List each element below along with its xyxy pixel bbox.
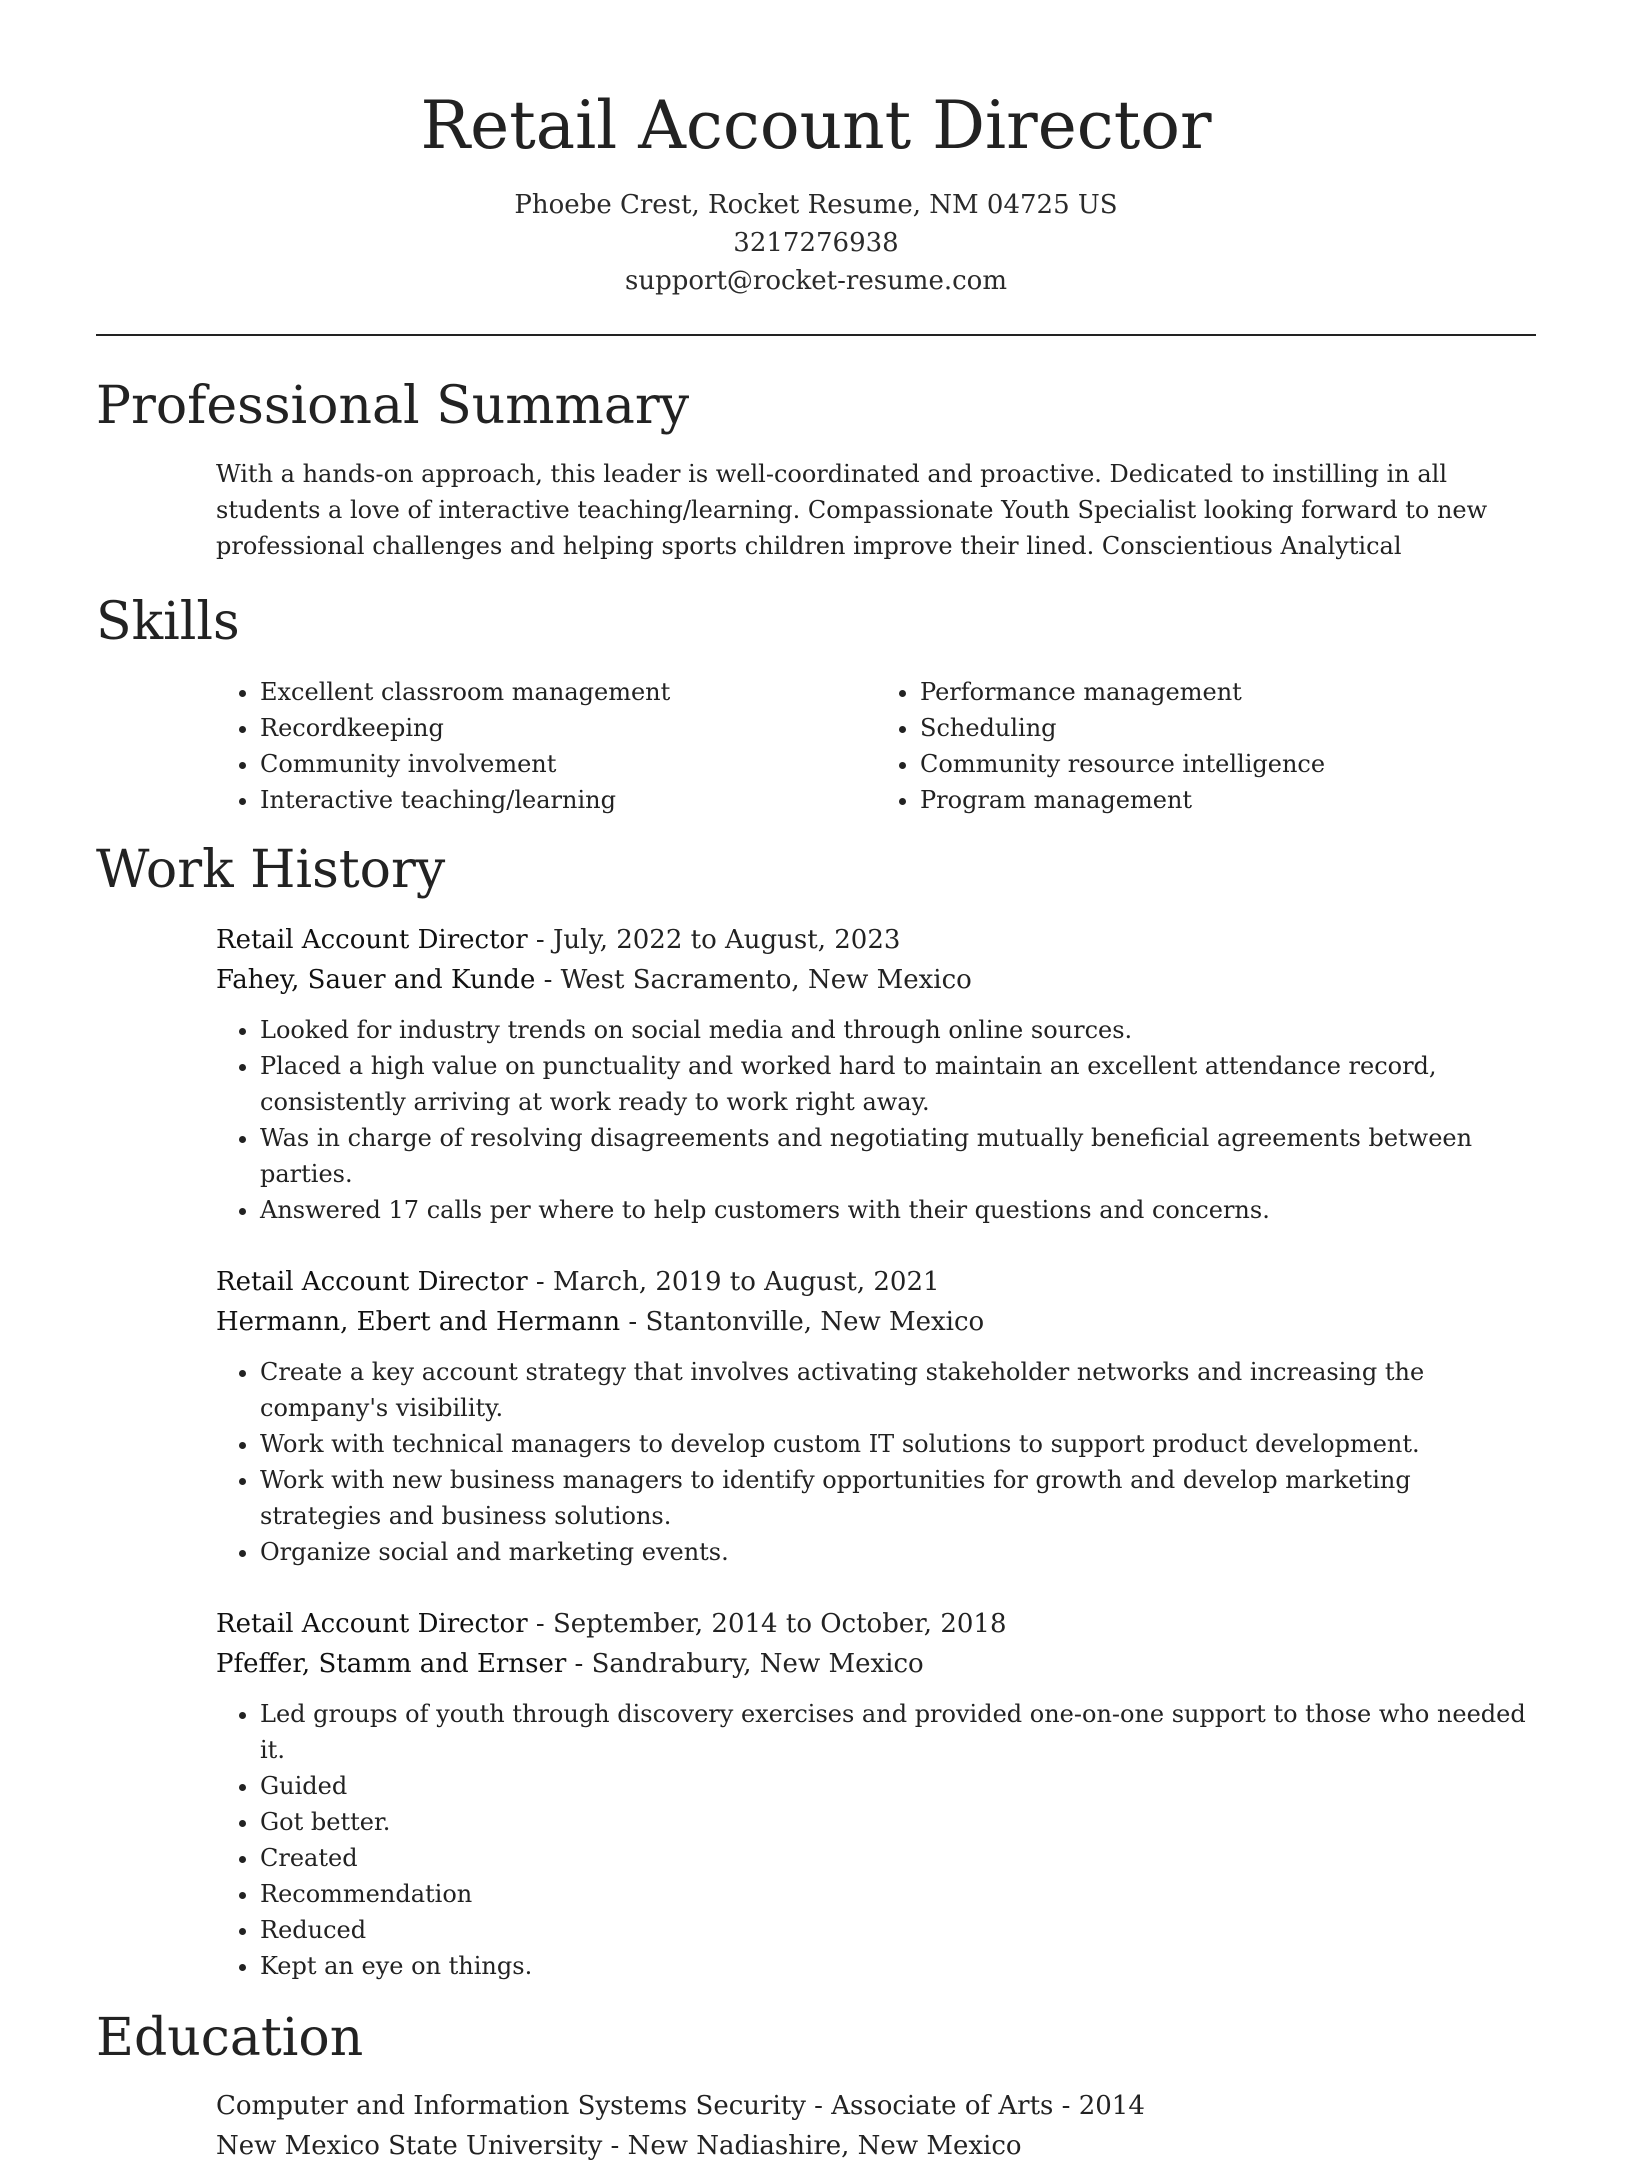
job-bullet: • Work with technical managers to develop custom IT solutions to support product development.	[260, 1426, 1536, 1462]
job-bullet: • Work with new business managers to identify opportunities for growth and develop marketing strategies and business solutions.	[260, 1462, 1536, 1534]
education-degree-line	[216, 2086, 1536, 2126]
skill-item: • Community resource intelligence	[920, 746, 1536, 782]
separator: -	[535, 965, 561, 995]
job-bullet: • Guided	[260, 1768, 1536, 1804]
job-location: West Sacramento, New Mexico	[560, 965, 972, 995]
skills-section	[96, 590, 1536, 818]
separator: -	[1053, 2091, 1079, 2121]
skill-item: • Interactive teaching/learning	[260, 782, 876, 818]
skill-item: • Program management	[920, 782, 1536, 818]
job-bullet: • Led groups of youth through discovery exercises and provided one-on-one support to those who needed it.	[260, 1696, 1536, 1768]
job-bullets	[216, 1354, 1536, 1570]
job-bullet: • Reduced	[260, 1912, 1536, 1948]
professional-summary-section	[96, 374, 1536, 564]
job-bullet: • Organize social and marketing events.	[260, 1534, 1536, 1570]
job-company: Pfeffer, Stamm and Ernser	[216, 1649, 567, 1679]
skill-item: • Scheduling	[920, 710, 1536, 746]
resume-header	[96, 0, 1536, 300]
job-bullet: • Kept an eye on things.	[260, 1948, 1536, 1984]
job-bullets	[216, 1012, 1536, 1228]
job-entry	[96, 1604, 1536, 1984]
job-company-line	[216, 1302, 1536, 1342]
job-entry	[96, 1262, 1536, 1570]
job-bullet: • Recommendation	[260, 1876, 1536, 1912]
job-location: Stantonville, New Mexico	[645, 1307, 985, 1337]
address: Phoebe Crest, Rocket Resume, NM 04725 US	[514, 190, 1118, 220]
contact-info	[96, 186, 1536, 300]
candidate-name: Retail Account Director	[420, 87, 1212, 164]
job-position: Retail Account Director	[216, 1267, 528, 1297]
job-location: Sandrabury, New Mexico	[591, 1649, 924, 1679]
education-field: Computer and Information Systems Security	[216, 2091, 806, 2121]
skill-item: • Community involvement	[260, 746, 876, 782]
skill-item: • Performance management	[920, 674, 1536, 710]
job-position: Retail Account Director	[216, 1609, 528, 1639]
skills-grid	[96, 674, 1536, 818]
job-bullet: • Was in charge of resolving disagreements and negotiating mutually beneficial agreements between parties.	[260, 1120, 1536, 1192]
skill-item: • Excellent classroom management	[260, 674, 876, 710]
separator: -	[527, 1609, 553, 1639]
education-degree: Associate of Arts	[831, 2091, 1054, 2121]
section-title-summary: Professional Summary	[96, 376, 690, 436]
job-title-line	[216, 1262, 1536, 1302]
job-title-line	[216, 920, 1536, 960]
job-bullet: • Create a key account strategy that involves activating stakeholder networks and increasing the company's visibility.	[260, 1354, 1536, 1426]
job-bullet: • Created	[260, 1840, 1536, 1876]
job-bullet: • Looked for industry trends on social media and through online sources.	[260, 1012, 1536, 1048]
skills-list-right	[876, 674, 1536, 818]
separator: -	[527, 925, 553, 955]
job-company: Fahey, Sauer and Kunde	[216, 965, 536, 995]
job-entry	[96, 920, 1536, 1228]
job-bullet: • Answered 17 calls per where to help customers with their questions and concerns.	[260, 1192, 1536, 1228]
education-school-line: New Mexico State University - New Nadiashire, New Mexico	[216, 2131, 1022, 2161]
section-title-skills: Skills	[96, 592, 240, 652]
education-entry	[96, 2086, 1536, 2166]
section-title-education: Education	[96, 2008, 364, 2068]
job-position: Retail Account Director	[216, 925, 528, 955]
job-bullet: • Got better.	[260, 1804, 1536, 1840]
separator: -	[805, 2091, 832, 2121]
job-dates: March, 2019 to August, 2021	[552, 1267, 940, 1297]
job-dates: September, 2014 to October, 2018	[552, 1609, 1007, 1639]
skill-item: • Recordkeeping	[260, 710, 876, 746]
phone-number: 3217276938	[733, 228, 899, 258]
job-company-line	[216, 1644, 1536, 1684]
work-history-section	[96, 838, 1536, 1984]
summary-text: With a hands-on approach, this leader is well-coordinated and proactive. Dedicated to instilling in all students a love of interactive teaching/learning. Compassionate Youth Specialist looking forward to new professional challenges and helping sports children improve their lined. Conscientious Analytical	[216, 460, 1488, 560]
section-title-work-history: Work History	[96, 840, 446, 900]
job-company: Hermann, Ebert and Hermann	[216, 1307, 621, 1337]
education-year: 2014	[1078, 2091, 1145, 2121]
header-divider	[96, 334, 1536, 336]
job-company-line	[216, 960, 1536, 1000]
job-dates: July, 2022 to August, 2023	[552, 925, 901, 955]
separator: -	[566, 1649, 592, 1679]
email-address: support@rocket-resume.com	[624, 266, 1007, 296]
separator: -	[527, 1267, 553, 1297]
separator: -	[620, 1307, 646, 1337]
job-title-line	[216, 1604, 1536, 1644]
job-bullets	[216, 1696, 1536, 1984]
education-section	[96, 2006, 1536, 2166]
job-bullet: • Placed a high value on punctuality and worked hard to maintain an excellent attendance record, consistently arriving at work ready to work right away.	[260, 1048, 1536, 1120]
skills-list-left	[216, 674, 876, 818]
